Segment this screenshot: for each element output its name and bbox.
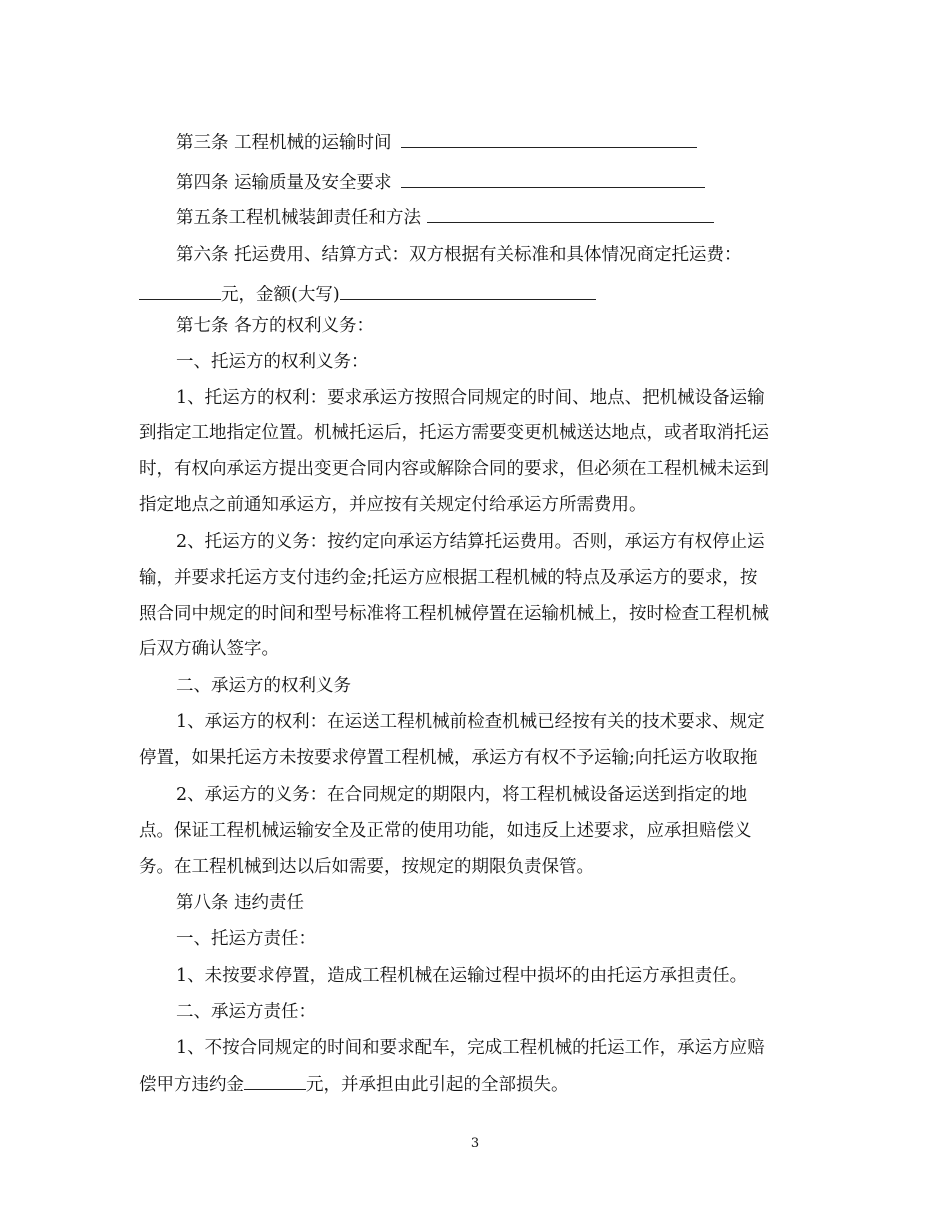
blank-line [401,131,697,148]
section-heading: 一、托运方的权利义务： [176,352,369,372]
section-heading: 一、托运方责任： [176,929,316,949]
paragraph-line: 时，有权向承运方提出变更合同内容或解除合同的要求，但必须在工程机械未运到 [139,459,769,479]
paragraph-line: 点。保证工程机械运输安全及正常的使用功能，如违反上述要求，应承担赔偿义 [139,821,752,841]
paragraph-line: 1、承运方的权利：在运送工程机械前检查机械已经按有关的技术要求、规定 [176,712,765,732]
clause-6: 第六条 托运费用、结算方式：双方根据有关标准和具体情况商定托运费： [176,245,742,265]
paragraph-line: 后双方确认签字。 [139,639,279,659]
paragraph-line: 输，并要求托运方支付违约金;托运方应根据工程机械的特点及承运方的要求，按 [139,568,758,588]
section-heading: 二、承运方责任： [176,1002,316,1022]
clause-5: 第五条工程机械装卸责任和方法 [176,206,876,229]
paragraph-line: 2、托运方的义务：按约定向承运方结算托运费用。否则，承运方有权停止运 [176,532,765,552]
paragraph-line: 1、托运方的权利：要求承运方按照合同规定的时间、地点、把机械设备运输 [176,388,765,408]
blank-line [401,171,705,188]
paragraph-line: 务。在工程机械到达以后如需要，按规定的期限负责保管。 [139,857,594,877]
paragraph-line: 照合同中规定的时间和型号标准将工程机械停置在运输机械上，按时检查工程机械 [139,604,769,624]
clause-6-amount: 元，金额(大写) [139,283,839,306]
blank-line [427,206,714,223]
blank-line [139,283,221,300]
paragraph-line: 到指定工地指定位置。机械托运后，托运方需要变更机械送达地点，或者取消托运 [139,423,769,443]
paragraph-line: 指定地点之前通知承运方，并应按有关规定付给承运方所需费用。 [139,495,647,515]
clause-3: 第三条 工程机械的运输时间 [176,131,876,154]
clause-4: 第四条 运输质量及安全要求 [176,171,876,194]
clause-8: 第八条 违约责任 [176,893,305,913]
clause-7: 第七条 各方的权利义务： [176,316,375,336]
section-heading: 二、承运方的权利义务 [176,676,351,696]
blank-line [340,283,596,300]
blank-line [244,1073,306,1090]
paragraph-line: 2、承运方的义务：在合同规定的期限内，将工程机械设备运送到指定的地 [176,785,748,805]
paragraph-line: 1、不按合同规定的时间和要求配车，完成工程机械的托运工作，承运方应赔 [176,1038,765,1058]
paragraph-line: 偿甲方违约金 元，并承担由此引起的全部损失。 [139,1075,569,1095]
paragraph-line: 停置，如果托运方未按要求停置工程机械，承运方有权不予运输;向托运方收取拖 [139,748,758,768]
page-number: 3 [470,1136,480,1151]
paragraph-line: 1、未按要求停置，造成工程机械在运输过程中损坏的由托运方承担责任。 [176,966,748,986]
